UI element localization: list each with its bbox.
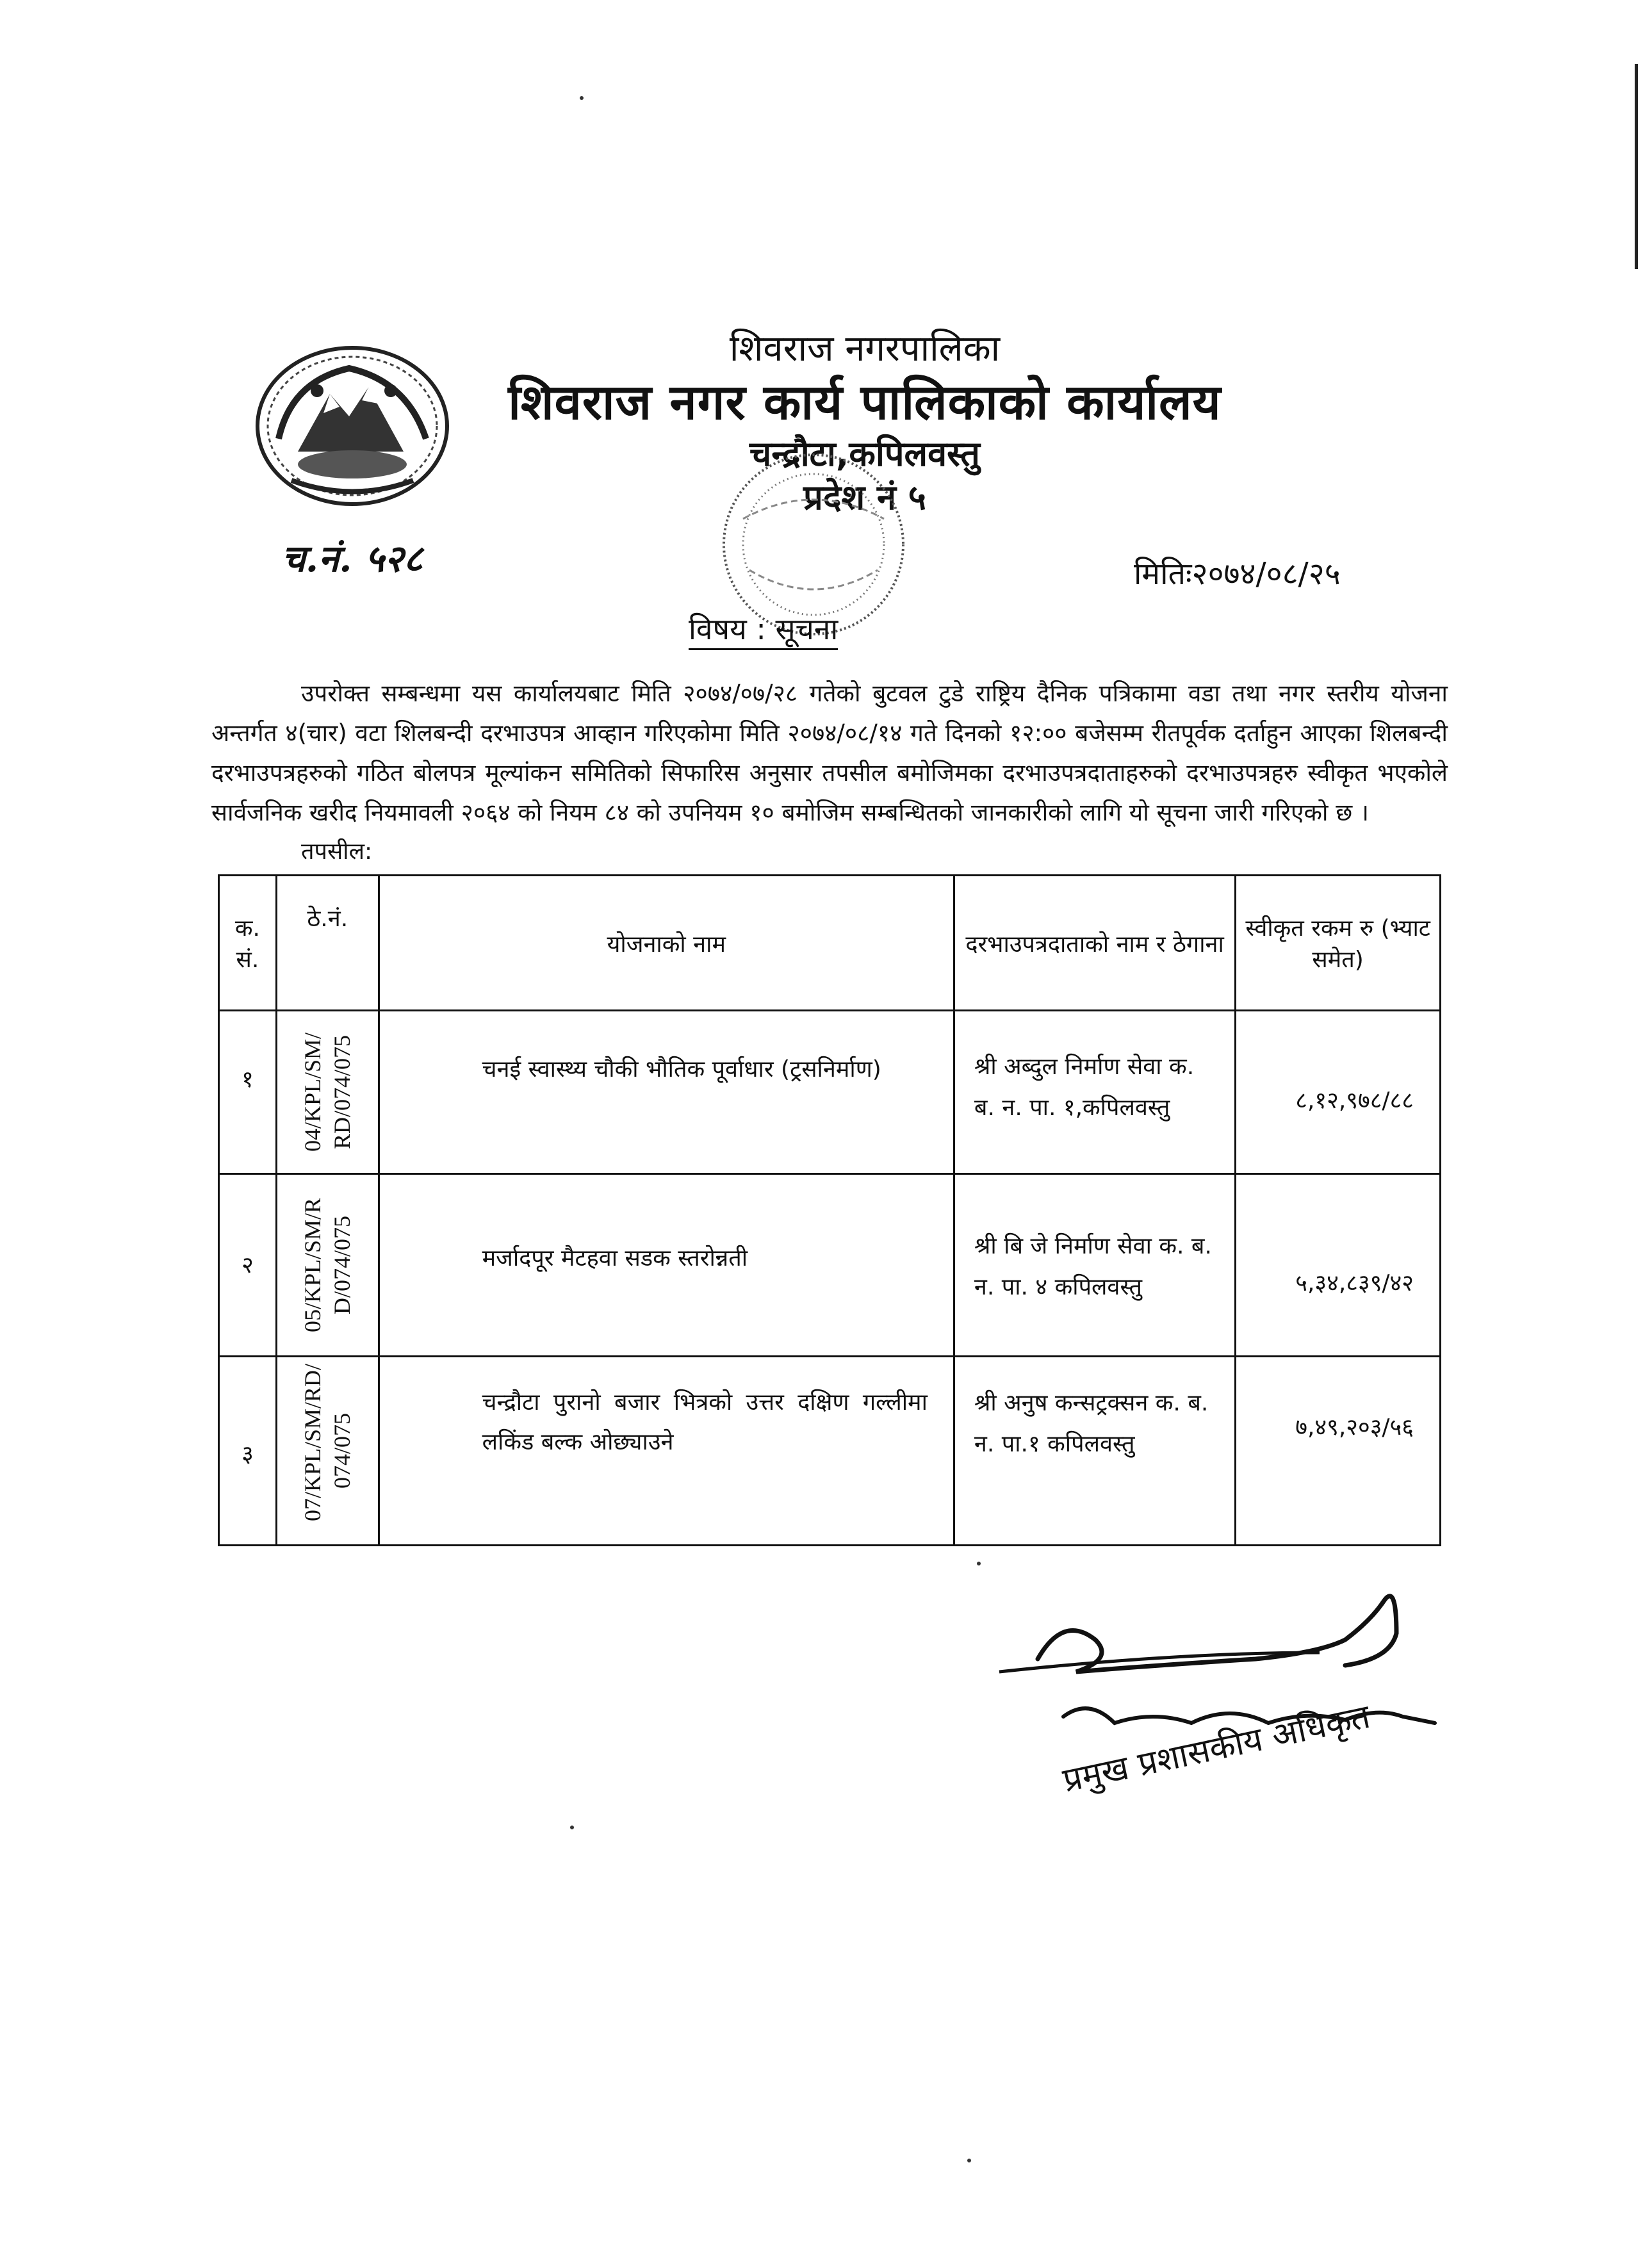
row-contract-no: 04/KPL/SM/ RD/074/075 [300, 1032, 356, 1152]
row-amount: ८,१२,९७८/८८ [1295, 1088, 1414, 1114]
row-amount: ५,३४,८३९/४२ [1295, 1270, 1414, 1296]
svg-text:प्रमुख प्रशासकीय अधिकृत: प्रमुख प्रशासकीय अधिकृत [1059, 1697, 1374, 1801]
office-name: शिवराज नगर कार्य पालिकाको कार्यालय [508, 373, 1222, 430]
row-project: मर्जादपूर मैटहवा सडक स्तरोन्नती [379, 1174, 954, 1357]
header-sn: क. सं. [219, 876, 277, 1011]
table-row [219, 1357, 1441, 1546]
row-contract-no: 07/KPL/SM/RD/ 074/075 [300, 1363, 356, 1521]
municipality-name: शिवराज नगरपालिका [729, 328, 1001, 370]
row-bidder: श्री बि जे निर्माण सेवा क. ब. न. पा. ४ कपिलवस्तु [954, 1174, 1235, 1357]
row-project: चनई स्वास्थ्य चौकी भौतिक पूर्वाधार (ट्रसनिर्माण) [379, 1011, 954, 1174]
row-amount-cell [1236, 1011, 1441, 1174]
header-contract-no: ठे.नं. [276, 876, 379, 1011]
notice-subject: विषय : सूचना [689, 609, 838, 650]
page-edge-mark [1635, 64, 1638, 269]
scan-speck [570, 1826, 574, 1829]
row-bidder: श्री अब्दुल निर्माण सेवा क. ब. न. पा. १,कपिलवस्तु [954, 1011, 1235, 1174]
accepted-bids-table [218, 874, 1441, 1546]
row-project: चन्द्रौटा पुरानो बजार भित्रको उत्तर दक्षिण गल्लीमा लकिंड बल्क ओछ्याउने [379, 1357, 954, 1546]
row-contract-cell [276, 1011, 379, 1174]
signature-icon [986, 1563, 1499, 1832]
row-contract-cell [276, 1357, 379, 1546]
row-contract-cell [276, 1174, 379, 1357]
notice-date: मितिः२०७४/०८/२५ [1134, 556, 1341, 592]
row-sn: १ [219, 1011, 277, 1174]
table-row [219, 1174, 1441, 1357]
row-amount: ७,४९,२०३/५६ [1295, 1414, 1414, 1441]
row-contract-no: 05/KPL/SM/R D/074/075 [300, 1197, 356, 1333]
province-name: प्रदेश नं ५ [803, 477, 926, 518]
table-header-row [219, 876, 1441, 1011]
scan-speck [977, 1562, 981, 1565]
office-address: चन्द्रौटा,कपिलवस्तु [749, 434, 980, 474]
row-amount-cell [1236, 1357, 1441, 1546]
government-emblem-icon [253, 343, 452, 509]
row-sn: २ [219, 1174, 277, 1357]
header-project: योजनाको नाम [379, 876, 954, 1011]
table-row [219, 1011, 1441, 1174]
row-amount-cell [1236, 1174, 1441, 1357]
notice-body: उपरोक्त सम्बन्धमा यस कार्यालयबाट मिति २०७४/०७/२८ गतेको बुटवल टुडे राष्ट्रिय दैनिक पत्रिकामा वडा तथा नगर स्तरीय योजना अन्तर्गत ४(चार) वटा शिलबन्दी दरभाउपत्र आव्हान गरिएकोमा मिति २०७४/०८/१४ गते दिनको १२:०० बजेसम्म रीतपूर्वक दर्ताहुन आएका शिलबन्दी दरभाउपत्रहरुको गठित बोलपत्र मूल्यांकन समितिको सिफारिस अनुसार तपसील बमोजिमका दरभाउपत्रदाताहरुको दरभाउपत्रहरु स्वीकृत भएकोले सार्वजनिक खरीद नियमावली २०६४ को नियम ८४ को उपनियम १० बमोजिम सम्बन्धितको जानकारीको लागि यो सूचना जारी गरिएको छ । [211, 680, 1448, 826]
header-bidder: दरभाउपत्रदाताको नाम र ठेगाना [954, 876, 1235, 1011]
reference-number: च.नं. ५२८ [282, 537, 423, 580]
header-amount: स्वीकृत रकम रु (भ्याट समेत) [1236, 876, 1441, 1011]
scan-speck [967, 2159, 971, 2162]
scan-speck [580, 96, 584, 100]
row-sn: ३ [219, 1357, 277, 1546]
row-bidder: श्री अनुष कन्सट्रक्सन क. ब. न. पा.१ कपिलवस्तु [954, 1357, 1235, 1546]
details-label: तपसील: [301, 838, 373, 865]
